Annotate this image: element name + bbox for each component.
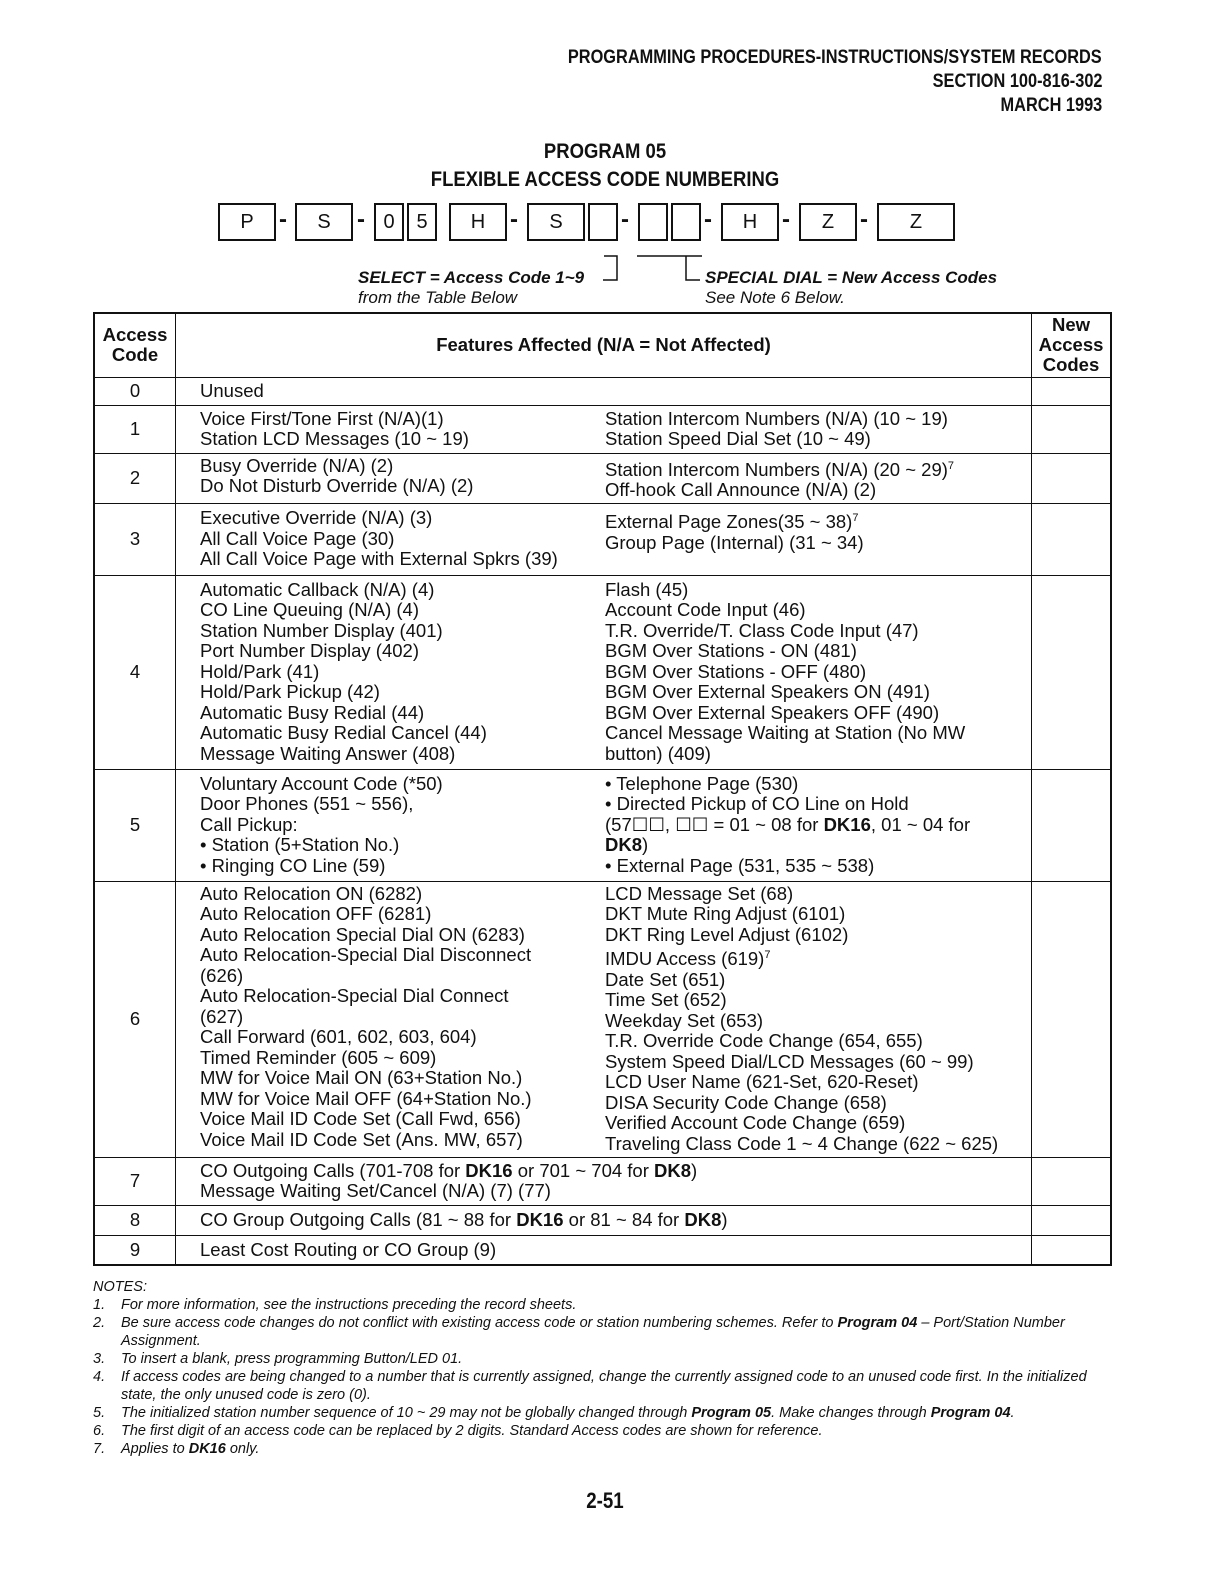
feature-text: Auto Relocation-Special Dial Connect xyxy=(200,985,509,1007)
seq-dash: - xyxy=(621,206,629,233)
page-number: 2-51 xyxy=(586,1488,624,1513)
seq-box: Z xyxy=(799,203,857,241)
seq-dash: - xyxy=(279,206,287,233)
seq-box: H xyxy=(449,203,507,241)
note-item xyxy=(93,1296,1123,1314)
feature-text: Timed Reminder (605 ~ 609) xyxy=(200,1046,437,1068)
features-left-column xyxy=(200,456,605,501)
feature-text: Hold/Park Pickup (42) xyxy=(200,681,380,703)
seq-box: 5 xyxy=(407,203,437,241)
feature-text: Time Set (652) xyxy=(605,989,727,1011)
feature-text: Station LCD Messages (10 ~ 19) xyxy=(200,428,469,449)
access-code-cell: 4 xyxy=(94,575,176,769)
doc-header-section: SECTION 100-816-302 xyxy=(932,71,1102,92)
new-access-code-cell[interactable] xyxy=(1032,1157,1112,1205)
table-row xyxy=(94,405,1111,453)
feature-text: Auto Relocation-Special Dial Disconnect xyxy=(200,944,532,966)
note-text: Be sure access code changes do not conflict with existing access code or station numbering schemes. Refer to Program 04 – Port/Station Number Assignment. xyxy=(121,1315,1065,1349)
feature-text: button) (409) xyxy=(605,742,711,764)
feature-text: Verified Account Code Change (659) xyxy=(605,1112,906,1134)
doc-header-date: MARCH 1993 xyxy=(1000,95,1102,116)
access-code-cell: 5 xyxy=(94,769,176,881)
feature-text: Message Waiting Answer (408) xyxy=(200,742,456,764)
note-text: To insert a blank, press programming Button/LED 01. xyxy=(121,1351,463,1367)
feature-text: Date Set (651) xyxy=(605,968,726,990)
seq-dash: - xyxy=(357,206,365,233)
feature-text: Off-hook Call Announce (N/A) (2) xyxy=(605,479,877,501)
new-access-code-cell[interactable] xyxy=(1032,881,1112,1157)
feature-text: Weekday Set (653) xyxy=(605,1009,764,1031)
feature-text: Message Waiting Set/Cancel (N/A) (7) (77) xyxy=(200,1180,551,1202)
features-right-column xyxy=(605,508,1031,570)
feature-text: LCD Message Set (68) xyxy=(605,882,794,904)
note-text: Applies to DK16 only. xyxy=(121,1441,260,1457)
feature-text: BGM Over Stations - ON (481) xyxy=(605,640,857,662)
header-features: Features Affected (N/A = Not Affected) xyxy=(176,313,1032,377)
feature-text: Station Number Display (401) xyxy=(200,619,443,641)
special-caption: SPECIAL DIAL = New Access Codes xyxy=(705,268,998,287)
feature-text: CO Outgoing Calls (701-708 for DK16 or 701 ~ 704 for DK8) xyxy=(200,1159,698,1181)
feature-text: BGM Over Stations - OFF (480) xyxy=(605,660,867,682)
features-right-column xyxy=(605,456,1031,501)
feature-text: T.R. Override Code Change (654, 655) xyxy=(605,1030,923,1052)
feature-text: Voice First/Tone First (N/A)(1) xyxy=(200,407,444,429)
features-cell xyxy=(176,881,1032,1157)
special-bracket xyxy=(686,256,700,280)
table-row xyxy=(94,1235,1111,1265)
feature-text: BGM Over External Speakers ON (491) xyxy=(605,681,930,703)
feature-text: • Station (5+Station No.) xyxy=(200,834,400,856)
feature-text: All Call Voice Page with External Spkrs (39) xyxy=(200,548,558,570)
access-code-cell: 3 xyxy=(94,503,176,575)
feature-text: Call Forward (601, 602, 603, 604) xyxy=(200,1026,477,1048)
feature-text: LCD User Name (621-Set, 620-Reset) xyxy=(605,1071,919,1093)
note-item xyxy=(93,1422,1123,1440)
features-cell xyxy=(176,769,1032,881)
feature-text: Automatic Busy Redial Cancel (44) xyxy=(200,722,487,744)
select-subcaption: from the Table Below xyxy=(358,288,518,307)
feature-text: System Speed Dial/LCD Messages (60 ~ 99) xyxy=(605,1050,974,1072)
feature-text: Flash (45) xyxy=(605,578,689,600)
header-access-code: Access Code xyxy=(94,313,176,377)
feature-text: Station Intercom Numbers (N/A) (10 ~ 19) xyxy=(605,407,948,429)
features-cell xyxy=(176,453,1032,503)
feature-text: DK8) xyxy=(605,834,649,856)
select-bracket xyxy=(603,256,617,280)
feature-text: MW for Voice Mail ON (63+Station No.) xyxy=(200,1067,523,1089)
seq-dash: - xyxy=(704,206,712,233)
table-row xyxy=(94,881,1111,1157)
feature-text: Station Intercom Numbers (N/A) (20 ~ 29)$^7$ xyxy=(605,458,955,480)
note-item xyxy=(93,1314,1123,1350)
header-new-codes: New Access Codes xyxy=(1032,313,1112,377)
new-access-code-cell[interactable] xyxy=(1032,503,1112,575)
features-cell xyxy=(176,503,1032,575)
table-row xyxy=(94,575,1111,769)
program-number: PROGRAM 05 xyxy=(543,140,667,163)
access-code-table xyxy=(93,312,1112,1266)
features-cell xyxy=(176,1157,1032,1205)
features-left-column xyxy=(200,774,605,877)
table-row xyxy=(94,1157,1111,1205)
access-code-cell: 8 xyxy=(94,1205,176,1235)
features-cell xyxy=(176,1205,1032,1235)
note-item xyxy=(93,1404,1123,1422)
seq-box: Z xyxy=(877,203,955,241)
table-row xyxy=(94,503,1111,575)
feature-text: Voice Mail ID Code Set (Ans. MW, 657) xyxy=(200,1128,523,1150)
feature-text: Auto Relocation OFF (6281) xyxy=(200,903,432,925)
features-right-column xyxy=(605,409,1031,450)
feature-text: • Directed Pickup of CO Line on Hold xyxy=(605,793,909,815)
features-left-column xyxy=(200,884,605,1155)
feature-text: Voluntary Account Code (*50) xyxy=(200,772,443,794)
feature-text: Voice Mail ID Code Set (Call Fwd, 656) xyxy=(200,1108,521,1130)
note-number: 2. xyxy=(93,1315,106,1331)
feature-text: Auto Relocation Special Dial ON (6283) xyxy=(200,923,525,945)
feature-text: Station Speed Dial Set (10 ~ 49) xyxy=(605,428,871,449)
features-cell xyxy=(176,575,1032,769)
new-access-code-cell[interactable] xyxy=(1032,1205,1112,1235)
note-item xyxy=(93,1350,1123,1368)
note-number: 7. xyxy=(93,1441,106,1457)
features-left-column xyxy=(200,580,605,765)
doc-header-title: PROGRAMMING PROCEDURES-INSTRUCTIONS/SYSTEM RECORDS xyxy=(568,47,1102,68)
access-code-cell: 7 xyxy=(94,1157,176,1205)
feature-text: Auto Relocation ON (6282) xyxy=(200,882,423,904)
seq-dash: - xyxy=(510,206,518,233)
seq-box: S xyxy=(527,203,585,241)
feature-text: T.R. Override/T. Class Code Input (47) xyxy=(605,619,919,641)
feature-text: (626) xyxy=(200,964,244,986)
feature-text: Automatic Callback (N/A) (4) xyxy=(200,578,435,600)
new-access-code-cell[interactable] xyxy=(1032,1235,1112,1265)
feature-text: (627) xyxy=(200,1005,244,1027)
feature-text: BGM Over External Speakers OFF (490) xyxy=(605,701,940,723)
note-text: For more information, see the instructions preceding the record sheets. xyxy=(121,1297,577,1313)
select-caption: SELECT = Access Code 1~9 xyxy=(358,268,585,287)
new-access-code-cell[interactable] xyxy=(1032,453,1112,503)
feature-text: Executive Override (N/A) (3) xyxy=(200,507,433,529)
table-row xyxy=(94,1205,1111,1235)
access-code-cell: 0 xyxy=(94,377,176,405)
note-number: 3. xyxy=(93,1351,106,1367)
feature-text: DKT Ring Level Adjust (6102) xyxy=(605,923,849,945)
sequence-brackets xyxy=(0,0,1220,320)
note-text: The first digit of an access code can be replaced by 2 digits. Standard Access codes are shown for reference. xyxy=(121,1423,823,1439)
note-number: 1. xyxy=(93,1297,106,1313)
note-number: 6. xyxy=(93,1423,106,1439)
note-text: The initialized station number sequence of 10 ~ 29 may not be globally changed through Program 05. Make changes through Program 04. xyxy=(121,1405,1015,1421)
note-text: If access codes are being changed to a number that is currently assigned, change the currently assigned code to an unused code first. In the initialized state, the only unused code is zero (0). xyxy=(121,1369,1087,1403)
feature-text: Least Cost Routing or CO Group (9) xyxy=(200,1238,497,1260)
new-access-code-cell[interactable] xyxy=(1032,405,1112,453)
feature-text: • External Page (531, 535 ~ 538) xyxy=(605,854,875,876)
seq-box: P xyxy=(218,203,276,241)
seq-dash: - xyxy=(860,206,868,233)
feature-text: Busy Override (N/A) (2) xyxy=(200,454,394,476)
access-code-cell: 2 xyxy=(94,453,176,503)
feature-text: Account Code Input (46) xyxy=(605,599,806,621)
features-cell xyxy=(176,1235,1032,1265)
features-left-column xyxy=(200,409,605,450)
access-code-cell: 1 xyxy=(94,405,176,453)
feature-text: Group Page (Internal) (31 ~ 34) xyxy=(605,532,864,554)
feature-text: Do Not Disturb Override (N/A) (2) xyxy=(200,475,474,496)
feature-text: Call Pickup: xyxy=(200,813,298,835)
feature-text: Cancel Message Waiting at Station (No MW xyxy=(605,722,966,744)
note-item xyxy=(93,1368,1123,1404)
feature-text: CO Group Outgoing Calls (81 ~ 88 for DK16 or 81 ~ 84 for DK8) xyxy=(200,1208,728,1230)
seq-box: 0 xyxy=(374,203,404,241)
notes-section xyxy=(93,1278,1123,1458)
feature-text: (57☐☐, ☐☐ = 01 ~ 08 for DK16, 01 ~ 04 for xyxy=(605,813,971,835)
feature-text: Unused xyxy=(200,379,264,401)
feature-text: Port Number Display (402) xyxy=(200,640,419,662)
feature-text: IMDU Access $(619)^7$ xyxy=(605,948,771,970)
note-number: 4. xyxy=(93,1369,106,1385)
seq-box: S xyxy=(295,203,353,241)
feature-text: DISA Security Code Change (658) xyxy=(605,1091,887,1113)
features-cell xyxy=(176,405,1032,453)
seq-box: H xyxy=(721,203,779,241)
note-number: 5. xyxy=(93,1405,106,1421)
feature-text: CO Line Queuing (N/A) (4) xyxy=(200,599,420,621)
feature-text: All Call Voice Page (30) xyxy=(200,527,395,549)
feature-text: External Page Zones(35 ~ 38)$^7$ xyxy=(605,511,859,533)
features-right-column xyxy=(605,580,1031,765)
feature-text: Door Phones (551 ~ 556), xyxy=(200,793,414,815)
feature-text: Traveling Class Code 1 ~ 4 Change (622 ~ 625) xyxy=(605,1132,999,1154)
new-access-code-cell[interactable] xyxy=(1032,377,1112,405)
feature-text: Hold/Park (41) xyxy=(200,660,320,682)
new-access-code-cell[interactable] xyxy=(1032,769,1112,881)
access-code-cell: 9 xyxy=(94,1235,176,1265)
feature-text: DKT Mute Ring Adjust (6101) xyxy=(605,903,846,925)
seq-dash: - xyxy=(782,206,790,233)
feature-text: • Ringing CO Line (59) xyxy=(200,854,386,876)
features-right-column xyxy=(605,774,1031,877)
special-subcaption: See Note 6 Below. xyxy=(705,288,845,307)
note-item xyxy=(93,1440,1123,1458)
notes-title: NOTES: xyxy=(93,1279,147,1295)
features-left-column xyxy=(200,508,605,570)
features-right-column xyxy=(605,884,1031,1155)
feature-text: • Telephone Page (530) xyxy=(605,772,799,794)
program-name: FLEXIBLE ACCESS CODE NUMBERING xyxy=(430,168,780,191)
table-row xyxy=(94,377,1111,405)
new-access-code-cell[interactable] xyxy=(1032,575,1112,769)
access-code-cell: 6 xyxy=(94,881,176,1157)
feature-text: Automatic Busy Redial (44) xyxy=(200,701,425,723)
table-row xyxy=(94,453,1111,503)
feature-text: MW for Voice Mail OFF (64+Station No.) xyxy=(200,1087,532,1109)
features-cell xyxy=(176,377,1032,405)
table-row xyxy=(94,769,1111,881)
